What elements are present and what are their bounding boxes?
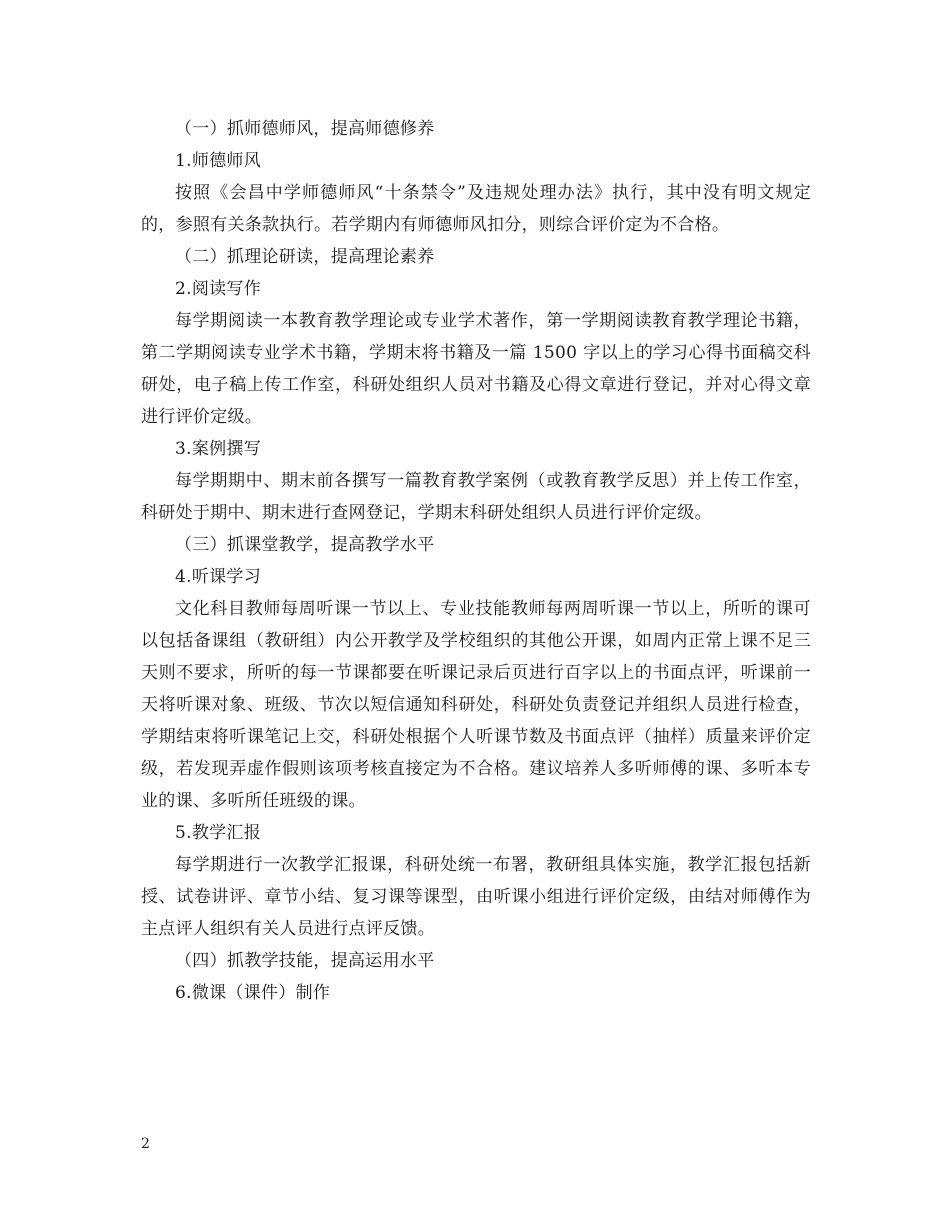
subheading-2: 2.阅读写作 [175,279,262,299]
paragraph-case-writing: 每学期期中、期末前各撰写一篇教育教学案例（或教育教学反思）并上传工作室，科研处于期中、期末进行查网登记，学期末科研处组织人员进行评价定级。 [141,471,811,523]
section-heading-2: （二）抓理论研读，提高理论素养 [175,247,435,267]
subheading-1: 1.师德师风 [175,151,262,171]
paragraph-reading: 每学期阅读一本教育教学理论或专业学术著作，第一学期阅读教育教学理论书籍，第二学期阅读专业学术书籍，学期末将书籍及一篇 1500 字以上的学习心得书面稿交科研处，电子稿上传工作室，科研处组织人员对书籍及心得文章进行登记，并对心得文章进行评价定级。 [141,311,811,427]
paragraph-ethics: 按照《会昌中学师德师风“十条禁令”及违规处理办法》执行，其中没有明文规定的，参照有关条款执行。若学期内有师德师风扣分，则综合评价定为不合格。 [141,183,811,235]
page-number: 2 [141,1136,150,1152]
document-body [141,113,811,1009]
subheading-4: 4.听课学习 [175,567,262,587]
paragraph-observation: 文化科目教师每周听课一节以上、专业技能教师每两周听课一节以上，所听的课可以包括备课组（教研组）内公开教学及学校组织的其他公开课，如周内正常上课不足三天则不要求，所听的每一节课都要在听课记录后页进行百字以上的书面点评，听课前一天将听课对象、班级、节次以短信通知科研处，科研处负责登记并组织人员进行检查，学期结束将听课笔记上交，科研处根据个人听课节数及书面点评（抽样）质量来评价定级，若发现弄虚作假则该项考核直接定为不合格。建议培养人多听师傅的课、多听本专业的课、多听所任班级的课。 [141,599,811,811]
subheading-3: 3.案例撰写 [175,439,262,459]
section-heading-1: （一）抓师德师风，提高师德修养 [175,119,435,139]
subheading-5: 5.教学汇报 [175,823,262,843]
paragraph-teaching-report: 每学期进行一次教学汇报课，科研处统一布署，教研组具体实施，教学汇报包括新授、试卷讲评、章节小结、复习课等课型，由听课小组进行评价定级，由结对师傅作为主点评人组织有关人员进行点评反馈。 [141,855,811,939]
section-heading-4: （四）抓教学技能，提高运用水平 [175,951,435,971]
subheading-6: 6.微课（课件）制作 [175,983,331,1003]
section-heading-3: （三）抓课堂教学，提高教学水平 [175,535,435,555]
